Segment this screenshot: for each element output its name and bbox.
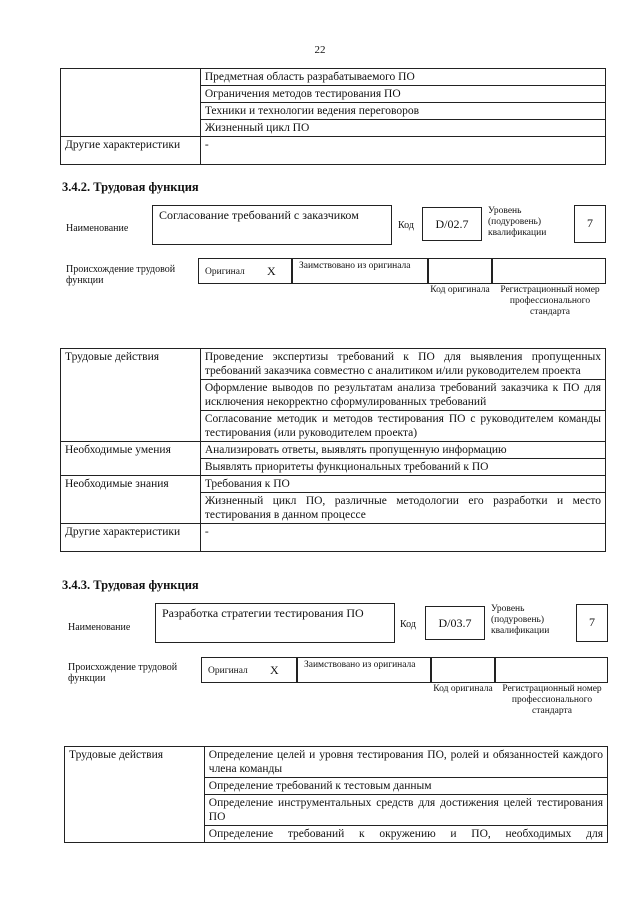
code-value: D/02.7: [435, 217, 469, 231]
table-row: [61, 69, 606, 86]
original-box: [201, 657, 297, 683]
table-cell: Определение требований к окружению и ПО, необходимых для: [204, 826, 607, 843]
table-cell-empty: [61, 69, 201, 137]
original-mark: X: [270, 663, 279, 677]
name-label: Наименование: [66, 223, 129, 234]
code-value: D/03.7: [438, 616, 472, 630]
table-cell: Жизненный цикл ПО, различные методологии его разработки и место тестирования в данном процессе: [200, 493, 605, 524]
section-heading: 3.4.3. Трудовая функция: [62, 578, 199, 592]
level-value: 7: [587, 216, 593, 230]
table-row: [61, 137, 606, 165]
level-value: 7: [589, 615, 595, 629]
reg-number-label: Регистрационный номер профессионального стандарта: [500, 285, 600, 317]
other-value: -: [200, 524, 605, 552]
function-table: [60, 348, 606, 552]
skills-label: Необходимые умения: [61, 442, 201, 476]
reg-number-box: [492, 258, 606, 284]
borrowed-label: Заимствовано из оригинала: [299, 261, 411, 271]
borrowed-label: Заимствовано из оригинала: [304, 660, 416, 670]
table-cell: Определение инструментальных средств для достижения целей тестирования ПО: [204, 795, 607, 826]
borrowed-box: [297, 657, 431, 683]
code-origin-box: [431, 657, 495, 683]
name-value: Согласование требований с заказчиком: [159, 208, 359, 222]
reg-number-box: [495, 657, 608, 683]
section-heading: 3.4.2. Трудовая функция: [62, 180, 199, 194]
table-cell: Жизненный цикл ПО: [200, 120, 605, 137]
table-row: [61, 442, 606, 459]
page-number: 22: [314, 44, 326, 56]
original-mark: X: [267, 264, 276, 278]
table-cell: Анализировать ответы, выявлять пропущенную информацию: [200, 442, 605, 459]
table-row: [61, 476, 606, 493]
table-row: [65, 747, 608, 778]
other-label: Другие характеристики: [61, 524, 201, 552]
code-origin-box: [428, 258, 492, 284]
name-box: [155, 603, 395, 643]
table-cell: Определение требований к тестовым данным: [204, 778, 607, 795]
table-cell: Оформление выводов по результатам анализа требований заказчика к ПО для исключения некорректно сформулированных требований: [200, 380, 605, 411]
table-cell: Согласование методик и методов тестирования ПО с руководителем команды тестирования (или руководителем проекта): [200, 411, 605, 442]
table-cell: Выявлять приоритеты функциональных требований к ПО: [200, 459, 605, 476]
name-label: Наименование: [68, 622, 131, 633]
code-label: Код: [398, 220, 414, 231]
top-table: [60, 68, 606, 165]
other-label: Другие характеристики: [61, 137, 201, 165]
origin-label: Происхождение трудовой функции: [66, 264, 176, 286]
function-table: [64, 746, 608, 843]
code-origin-label: Код оригинала: [430, 285, 490, 295]
name-value: Разработка стратегии тестирования ПО: [162, 606, 364, 620]
original-box: [198, 258, 292, 284]
code-origin-label: Код оригинала: [433, 684, 493, 694]
other-value: -: [200, 137, 605, 165]
original-label: Оригинал: [205, 267, 245, 277]
borrowed-box: [292, 258, 428, 284]
table-cell: Техники и технологии ведения переговоров: [200, 103, 605, 120]
actions-label: Трудовые действия: [65, 747, 205, 843]
actions-label: Трудовые действия: [61, 349, 201, 442]
table-row: [61, 524, 606, 552]
level-box: [574, 205, 606, 243]
code-box: [425, 606, 485, 640]
name-box: [152, 205, 392, 245]
table-cell: Требования к ПО: [200, 476, 605, 493]
table-cell: Предметная область разрабатываемого ПО: [200, 69, 605, 86]
code-label: Код: [400, 619, 416, 630]
original-label: Оригинал: [208, 666, 248, 676]
knowledge-label: Необходимые знания: [61, 476, 201, 524]
table-row: [61, 349, 606, 380]
level-box: [576, 604, 608, 642]
table-cell: Ограничения методов тестирования ПО: [200, 86, 605, 103]
reg-number-label: Регистрационный номер профессионального стандарта: [502, 684, 602, 716]
origin-label: Происхождение трудовой функции: [68, 662, 178, 684]
table-cell: Определение целей и уровня тестирования ПО, ролей и обязанностей каждого члена команды: [204, 747, 607, 778]
level-label: Уровень (подуровень) квалификации: [491, 604, 550, 636]
table-cell: Проведение экспертизы требований к ПО для выявления пропущенных требований заказчика совместно с аналитиком и/или руководителем проекта: [200, 349, 605, 380]
level-label: Уровень (подуровень) квалификации: [488, 206, 547, 238]
code-box: [422, 207, 482, 241]
